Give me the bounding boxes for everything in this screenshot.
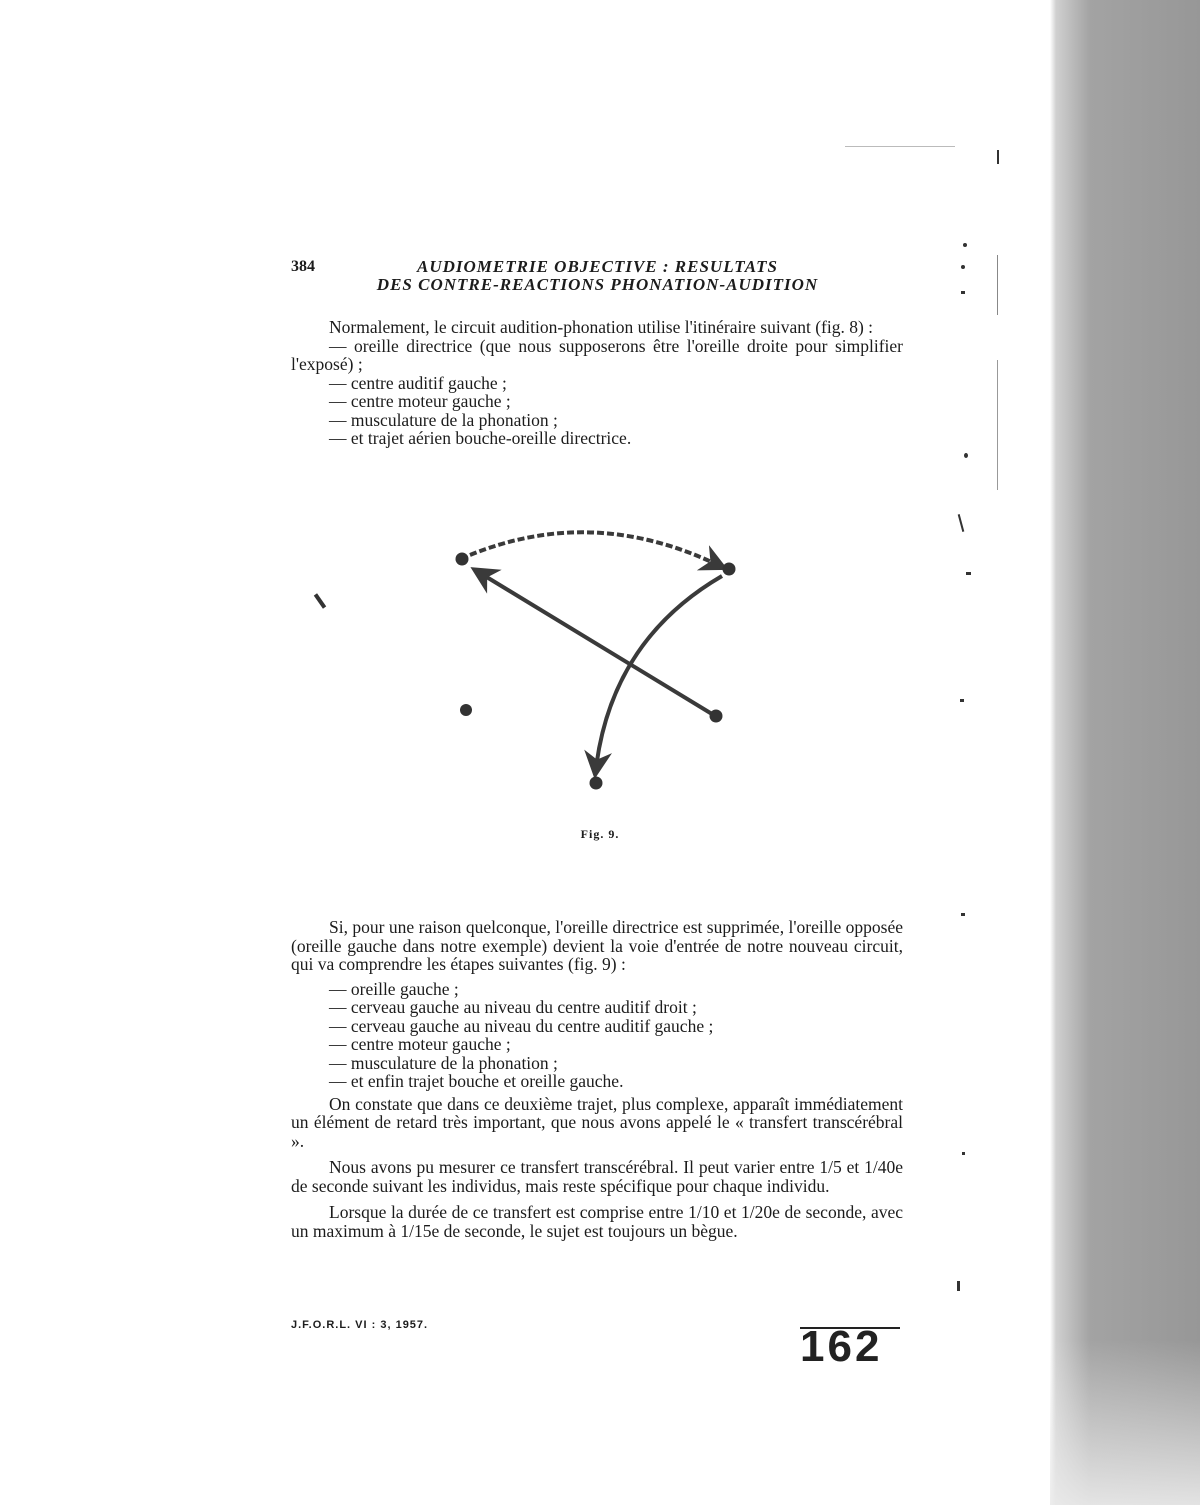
body-paragraph: Si, pour une raison quelconque, l'oreille directrice est supprimée, l'oreille opposée (oreille gauche dans notre exemple) devient la voie d'entrée de notre nouveau circuit, qui va comprendre les étapes suivantes (fig. 9) : [291,917,903,974]
curved-arrow [596,576,722,768]
node-bottom-right [710,710,723,723]
page-number: 384 [291,258,315,275]
list-item: — musculature de la phonation ; [329,1052,558,1073]
main-block [291,918,903,1240]
list-item: — cerveau gauche au niveau du centre auditif gauche ; [329,1015,714,1036]
node-top-left [456,553,469,566]
archive-stamp-number: 162 [800,1322,883,1371]
list-item: — cerveau gauche au niveau du centre auditif droit ; [329,997,697,1017]
list-item: — oreille directrice (que nous supposerons être l'oreille droite pour simplifier l'exposé) ; [291,335,903,374]
list-item: — et trajet aérien bouche-oreille directrice. [329,428,632,448]
list-item: — centre auditif gauche ; [329,372,507,393]
node-top-right [723,563,736,576]
steps-list [291,980,903,1091]
journal-citation: J.F.O.R.L. VI : 3, 1957. [291,1319,429,1331]
list-item: — centre moteur gauche ; [329,391,511,411]
body-paragraph: On constate que dans ce deuxième trajet, plus complexe, apparaît immédiatement un élément de retard très important, que nous avons appelé le « transfert transcérébral ». [291,1093,903,1151]
node-bottom-left [460,704,472,716]
figure-caption: Fig. 9. [580,827,620,841]
list-item: — oreille gauche ; [329,978,459,999]
node-bottom [590,777,603,790]
running-title-line-1: AUDIOMETRIE OBJECTIVE : RESULTATS [417,257,778,276]
intro-paragraph: Normalement, le circuit audition-phonation utilise l'itinéraire suivant (fig. 8) : [329,317,874,337]
dashed-arc-arrow [470,532,718,565]
list-item: — musculature de la phonation ; [329,409,558,430]
diagonal-arrow [480,573,712,714]
body-paragraph: Lorsque la durée de ce transfert est comprise entre 1/10 et 1/20e de seconde, avec un maximum à 1/15e de seconde, le sujet est toujours un bègue. [291,1202,903,1241]
running-title-line-2: DES CONTRE-REACTIONS PHONATION-AUDITION [376,275,819,294]
list-item: — centre moteur gauche ; [329,1034,511,1054]
list-item: — et enfin trajet bouche et oreille gauche. [329,1071,624,1091]
body-paragraph: Nous avons pu mesurer ce transfert transcérébral. Il peut varier entre 1/5 et 1/40e de seconde suivant les individus, mais reste spécifique pour chaque individu. [291,1157,903,1196]
